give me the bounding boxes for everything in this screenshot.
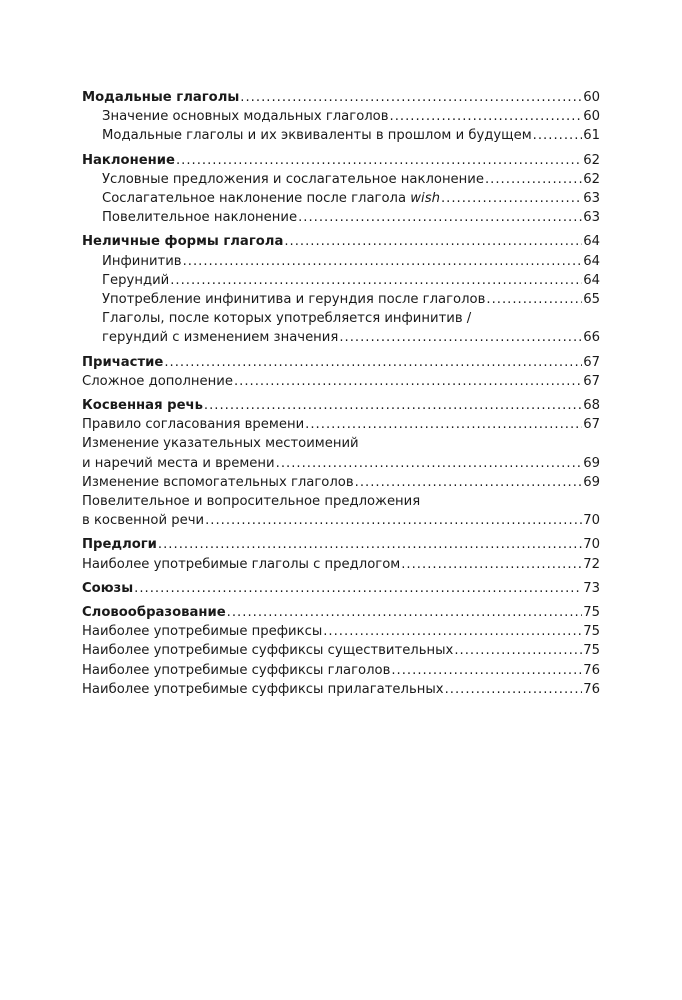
toc-entry-title: герундий с изменением значения	[102, 330, 339, 346]
toc-page-number: 69	[583, 474, 600, 490]
toc-page-number: 64	[583, 253, 600, 269]
toc-entry-title: Наиболее употребимые суффиксы существительных	[82, 643, 454, 659]
toc-page-number: 67	[583, 354, 600, 370]
toc-entry-title: Условные предложения и сослагательное наклонение	[102, 171, 484, 187]
toc-entry-title: Употребление инфинитива и герундия после глаголов	[102, 292, 486, 308]
toc-page-number: 70	[583, 537, 600, 553]
dot-leader	[134, 579, 582, 598]
toc-page-number: 61	[583, 128, 600, 144]
toc-entry[interactable]	[82, 252, 600, 271]
toc-entry-title: Изменение вспомогательных глаголов	[82, 474, 354, 490]
toc-page-number: 70	[583, 513, 600, 529]
toc-entry-title: Наиболее употребимые суффиксы прилагательных	[82, 681, 444, 697]
toc-page-number: 62	[583, 152, 600, 168]
toc-entry[interactable]	[82, 271, 600, 290]
toc-heading[interactable]	[82, 535, 600, 554]
toc-section-modal-verbs	[82, 88, 600, 146]
dot-leader	[339, 328, 582, 347]
dot-leader	[390, 107, 583, 126]
dot-leader	[441, 189, 582, 208]
toc-page-number: 62	[583, 171, 600, 187]
dot-leader	[454, 641, 582, 660]
toc-entry-title: Герундий	[102, 272, 170, 288]
dot-leader	[401, 555, 582, 574]
toc-entry[interactable]	[82, 622, 600, 641]
toc-entry-first-line[interactable]: Повелительное и вопросительное предложения	[82, 494, 421, 510]
dot-leader	[284, 232, 582, 251]
dot-leader	[164, 353, 582, 372]
toc-page-number: 64	[583, 234, 600, 250]
toc-section-mood	[82, 151, 600, 228]
dot-leader	[486, 290, 582, 309]
toc-page-number: 67	[583, 417, 600, 433]
toc-entry[interactable]	[82, 511, 600, 530]
toc-entry-title: и наречий места и времени	[82, 455, 275, 471]
toc-heading[interactable]	[82, 88, 600, 107]
toc-page-number: 66	[583, 330, 600, 346]
toc-heading-title: Союзы	[82, 580, 134, 596]
toc-entry-title: Значение основных модальных глаголов	[102, 109, 389, 125]
toc-entry[interactable]	[82, 189, 600, 208]
toc-section-prepositions	[82, 535, 600, 573]
dot-leader	[205, 511, 582, 530]
toc-page-number: 68	[583, 398, 600, 414]
toc-entry-title: Сложное дополнение	[82, 373, 233, 389]
toc-heading[interactable]	[82, 603, 600, 622]
dot-leader	[298, 208, 582, 227]
toc-page-number: 60	[583, 90, 600, 105]
dot-leader	[240, 88, 582, 107]
toc-heading[interactable]	[82, 579, 600, 598]
dot-leader	[170, 271, 582, 290]
toc-entry-title: в косвенной речи	[82, 513, 205, 529]
toc-heading-title: Причастие	[82, 354, 164, 370]
toc-page-number: 64	[583, 272, 600, 288]
toc-heading-title: Модальные глаголы	[82, 90, 240, 105]
toc-entry-title: Инфинитив	[102, 253, 182, 269]
table-of-contents	[82, 88, 600, 704]
toc-section-reported-speech	[82, 396, 600, 530]
toc-page-number: 75	[583, 605, 600, 621]
dot-leader	[176, 151, 582, 170]
toc-page-number: 76	[583, 662, 600, 678]
toc-page-number: 73	[583, 580, 600, 596]
toc-page-number: 69	[583, 455, 600, 471]
toc-entry[interactable]	[82, 290, 600, 309]
toc-heading[interactable]	[82, 151, 600, 170]
toc-heading[interactable]	[82, 396, 600, 415]
toc-entry[interactable]	[82, 473, 600, 492]
toc-heading[interactable]	[82, 353, 600, 372]
toc-entry-title-italic: wish	[410, 191, 440, 207]
toc-entry-title: Повелительное наклонение	[102, 210, 298, 226]
toc-entry[interactable]	[82, 107, 600, 126]
dot-leader	[305, 415, 582, 434]
toc-page-number: 65	[583, 292, 600, 308]
dot-leader	[276, 454, 583, 473]
toc-heading-title: Косвенная речь	[82, 398, 203, 414]
toc-page-number: 76	[583, 681, 600, 697]
toc-entry[interactable]	[82, 454, 600, 473]
toc-section-conjunctions	[82, 579, 600, 598]
toc-entry-title: Наиболее употребимые префиксы	[82, 624, 323, 640]
toc-entry[interactable]	[82, 680, 600, 699]
dot-leader	[234, 372, 582, 391]
toc-section-nonfinite-forms	[82, 232, 600, 347]
dot-leader	[227, 603, 583, 622]
toc-page-number: 72	[583, 556, 600, 572]
toc-section-word-formation	[82, 603, 600, 699]
toc-page-number: 75	[583, 643, 600, 659]
toc-entry[interactable]	[82, 208, 600, 227]
toc-entry-title	[102, 189, 440, 208]
toc-entry[interactable]	[82, 415, 600, 434]
toc-entry[interactable]	[82, 641, 600, 660]
toc-entry-first-line[interactable]: Глаголы, после которых употребляется инфинитив /	[102, 311, 472, 327]
toc-entry-title: Модальные глаголы и их эквиваленты в прошлом и будущем	[102, 128, 532, 144]
dot-leader	[485, 170, 582, 189]
toc-page-number: 60	[583, 109, 600, 125]
toc-heading[interactable]	[82, 232, 600, 251]
dot-leader	[355, 473, 583, 492]
toc-entry-title-text: Сослагательное наклонение после глагола	[102, 191, 407, 207]
toc-entry[interactable]	[82, 126, 600, 145]
toc-entry[interactable]	[82, 372, 600, 391]
dot-leader	[158, 535, 582, 554]
toc-entry[interactable]	[82, 170, 600, 189]
toc-entry-first-line[interactable]: Изменение указательных местоимений	[82, 436, 359, 452]
toc-entry[interactable]	[82, 555, 600, 574]
toc-heading-title: Словообразование	[82, 605, 226, 621]
dot-leader	[445, 680, 583, 699]
toc-entry[interactable]	[82, 328, 600, 347]
dot-leader	[391, 661, 582, 680]
dot-leader	[183, 252, 583, 271]
dot-leader	[204, 396, 582, 415]
toc-heading-title: Неличные формы глагола	[82, 234, 284, 250]
toc-heading-title: Предлоги	[82, 537, 157, 553]
toc-entry-title: Наиболее употребимые глаголы с предлогом	[82, 556, 401, 572]
toc-section-participle	[82, 353, 600, 391]
toc-entry-title: Правило согласования времени	[82, 417, 305, 433]
toc-entry[interactable]	[82, 661, 600, 680]
toc-entry-title: Наиболее употребимые суффиксы глаголов	[82, 662, 391, 678]
dot-leader	[533, 126, 583, 145]
toc-page-number: 67	[583, 373, 600, 389]
dot-leader	[323, 622, 582, 641]
toc-page-number: 63	[583, 210, 600, 226]
toc-heading-title: Наклонение	[82, 152, 175, 168]
toc-page-number: 63	[583, 191, 600, 207]
toc-page-number: 75	[583, 624, 600, 640]
